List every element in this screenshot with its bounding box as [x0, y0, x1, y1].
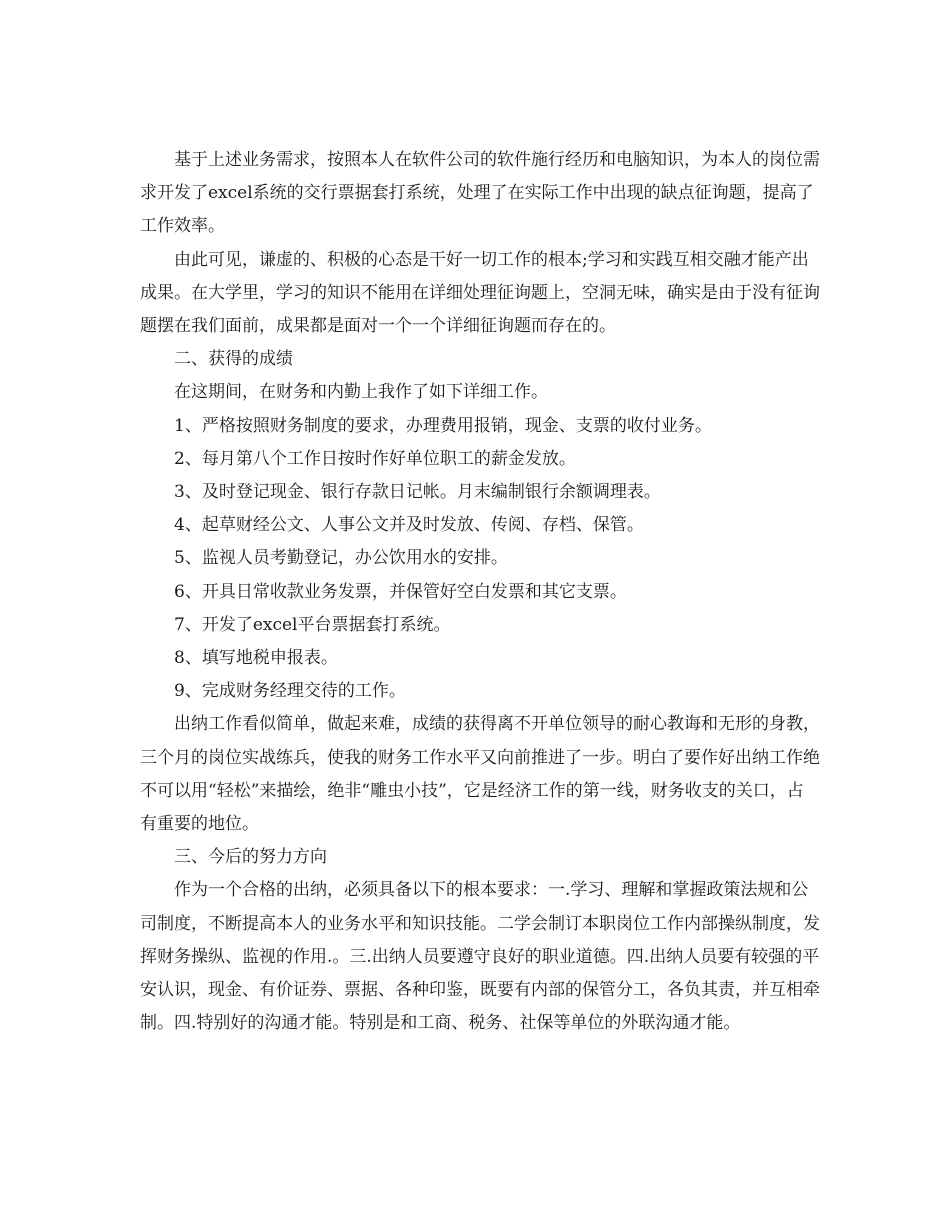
list-item: 4、起草财经公文、人事公文并及时发放、传阅、存档、保管。 [174, 515, 644, 536]
paragraph-intro: 基于上述业务需求，按照本人在软件公司的软件施行经历和电脑知识，为本人的岗位需求开发了excel系统的交行票据套打系统，处理了在实际工作中出现的缺点征询题，提高了工作效率。 [140, 150, 820, 237]
paragraph-requirements: 作为一个合格的出纳，必须具备以下的根本要求：一.学习、理解和掌握政策法规和公司制度，不断提高本人的业务水平和知识技能。二学会制订本职岗位工作内部操纵制度，发挥财务操纵、监视的作用.。三.出纳人员要遵守良好的职业道德。四.出纳人员要有较强的平安认识，现金、有价证券、票据、各种印鉴，既要有内部的保管分工，各负其责，并互相牵制。四.特别好的沟通才能。特别是和工商、税务、社保等单位的外联沟通才能。 [140, 880, 820, 1034]
document-body [140, 144, 820, 1040]
list-item: 3、及时登记现金、银行存款日记帐。月末编制银行余额调理表。 [174, 482, 661, 503]
list-item: 5、监视人员考勤登记，办公饮用水的安排。 [174, 548, 508, 569]
paragraph-work-overview: 在这期间，在财务和内勤上我作了如下详细工作。 [174, 382, 548, 403]
section-heading-future: 三、今后的努力方向 [174, 847, 327, 868]
list-item: 1、严格按照财务制度的要求，办理费用报销，现金、支票的收付业务。 [174, 415, 712, 436]
list-item: 8、填写地税申报表。 [174, 648, 338, 669]
section-heading-achievements: 二、获得的成绩 [174, 349, 293, 370]
paragraph-attitude: 由此可见，谦虚的、积极的心态是干好一切工作的根本;学习和实践互相交融才能产出成果。在大学里，学习的知识不能用在详细处理征询题上，空洞无味，确实是由于没有征询题摆在我们面前，成果都是面对一个一个详细征询题而存在的。 [140, 249, 820, 337]
list-item: 7、开发了excel平台票据套打系统。 [174, 614, 451, 635]
paragraph-cashier-work: 出纳工作看似简单，做起来难，成绩的获得离不开单位领导的耐心教诲和无形的身教，三个月的岗位实战练兵，使我的财务工作水平又向前推进了一步。明白了要作好出纳工作绝不可以用“轻松”来描绘，绝非“雕虫小技”，它是经济工作的第一线，财务收支的关口，占有重要的地位。 [140, 714, 820, 835]
list-item: 9、完成财务经理交待的工作。 [174, 681, 406, 702]
list-item: 6、开具日常收款业务发票，并保管好空白发票和其它支票。 [174, 581, 627, 602]
list-item: 2、每月第八个工作日按时作好单位职工的薪金发放。 [174, 448, 576, 469]
